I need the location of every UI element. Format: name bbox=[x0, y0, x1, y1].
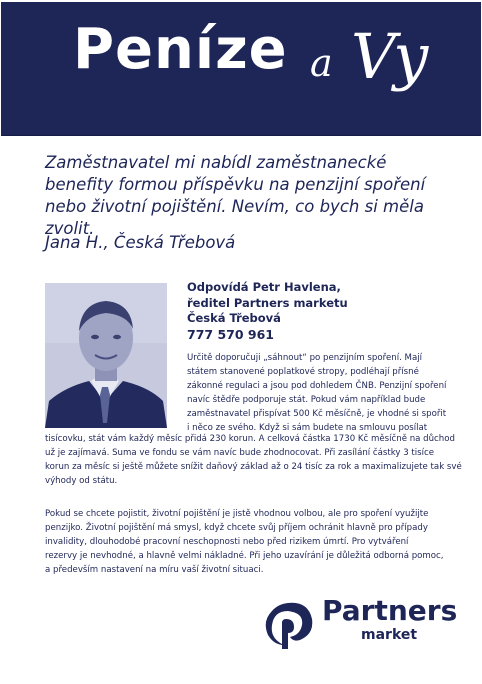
responder-phone: 777 570 961 bbox=[187, 326, 274, 342]
text-line: státem stanovené poplatkové stropy, podléhají přísné bbox=[187, 366, 419, 377]
text-line: navíc štědře podporuje stát. Pokud vám například bude bbox=[187, 394, 426, 405]
logo-name: Partners bbox=[322, 594, 458, 627]
responder-location: Česká Třebová bbox=[187, 311, 281, 325]
header-title-a: a bbox=[310, 41, 333, 85]
text-line: invalidity, dlouhodobé pracovní neschopnosti nebo před rizikem úmrtí. Pro vytváření bbox=[45, 536, 409, 547]
answer-paragraph-1-top bbox=[187, 352, 449, 435]
logo-subtitle: market bbox=[361, 627, 418, 643]
advisor-portrait-image bbox=[45, 283, 167, 428]
header-banner bbox=[1, 2, 481, 136]
text-line: Určitě doporučuji „sáhnout“ po penzijním spoření. Mají bbox=[187, 353, 422, 363]
text-line: korun za měsíc si ještě můžete snížit daňový základ až o 24 tisíc za rok a maximalizujete tak své bbox=[45, 461, 462, 472]
responder-name: Odpovídá Petr Havlena, bbox=[187, 280, 341, 294]
answer-paragraph-1-bottom bbox=[45, 433, 462, 489]
answer-paragraph-2 bbox=[45, 508, 455, 578]
header-title-main: Peníze bbox=[73, 17, 288, 82]
responder-block bbox=[187, 280, 348, 342]
text-line: rezervy je nevhodné, a hlavně velmi nákladné. Při jeho uzavírání je důležitá odborná pomoc, bbox=[45, 550, 444, 561]
reader-question: Zaměstnavatel mi nabídl zaměstnanecké benefity formou příspěvku na penzijní spoření nebo životní pojištění. Nevím, co bych si měla zvolit. bbox=[45, 153, 426, 238]
text-line: Pokud se chcete pojistit, životní pojištění je jistě vhodnou volbou, ale pro spoření využijte bbox=[45, 509, 429, 519]
question-author: Jana H., Česká Třebová bbox=[45, 233, 236, 252]
text-line: a především nastavení na míru vaší životní situaci. bbox=[45, 564, 264, 575]
text-line: výhody od státu. bbox=[45, 475, 118, 486]
text-line: i něco ze svého. Když si sám budete na smlouvu posílat bbox=[187, 422, 428, 433]
text-line: penzijko. Životní pojištění má smysl, když chcete svůj příjem ochránit hlavně pro případy bbox=[45, 522, 428, 533]
header-title-vy: Vy bbox=[351, 20, 429, 93]
partners-leaf-logo-icon bbox=[264, 599, 316, 651]
text-line: už je zajímavá. Suma ve fondu se vám navíc bude zhodnocovat. Při zasílání částky 3 tisíce bbox=[45, 447, 435, 458]
responder-position: ředitel Partners marketu bbox=[187, 295, 348, 310]
partners-market-logo bbox=[264, 594, 458, 657]
text-line: tisícovku, stát vám každý měsíc přidá 230 korun. A celková částka 1730 Kč měsíčně na důchod bbox=[45, 434, 455, 444]
advisor-photo bbox=[45, 283, 167, 428]
text-line: zákonné regulaci a jsou pod dohledem ČNB. Penzijní spoření bbox=[187, 380, 447, 391]
text-line: zaměstnavatel přispívat 500 Kč měsíčně, je vhodné si spořit bbox=[187, 408, 447, 419]
